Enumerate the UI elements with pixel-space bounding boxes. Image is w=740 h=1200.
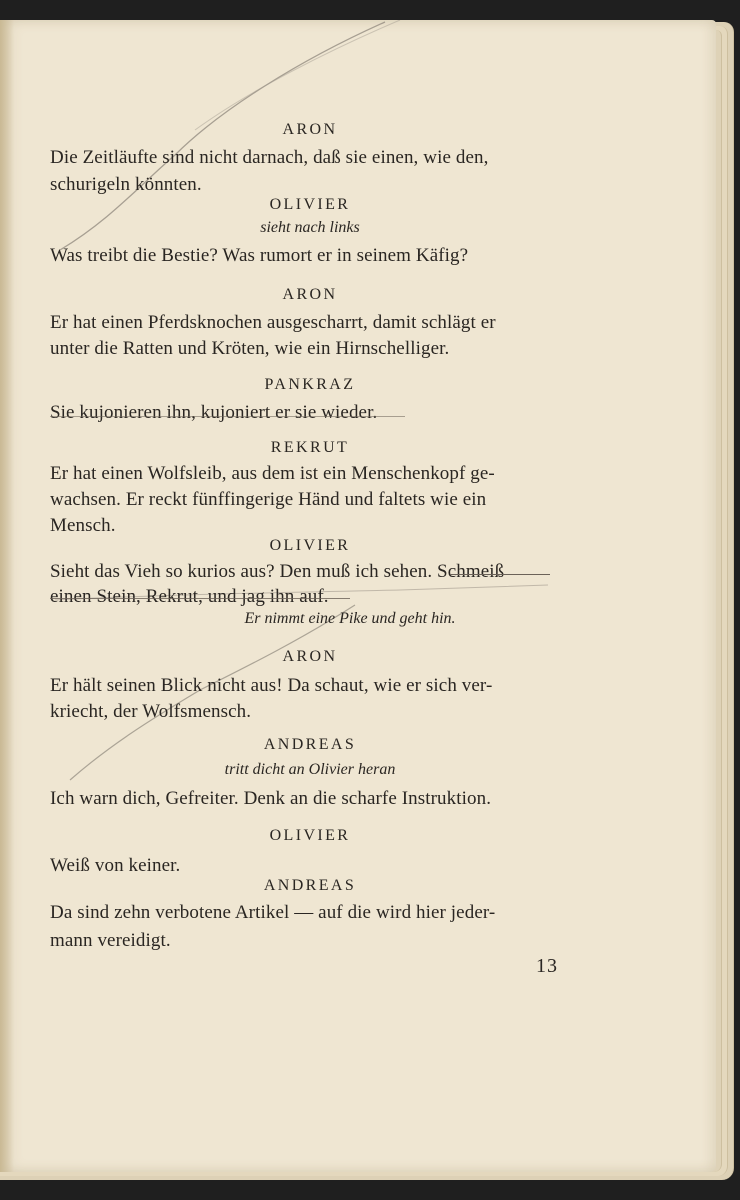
dialogue-line: Er hat einen Pferdsknochen ausgescharrt, damit schlägt er xyxy=(50,312,496,333)
speaker-name: REKRUT xyxy=(270,439,350,456)
dialogue-line: Was treibt die Bestie? Was rumort er in seinem Käfig? xyxy=(50,245,469,266)
dialogue-line: Da sind zehn verbotene Artikel — auf die wird hier jeder- xyxy=(50,902,496,923)
book-page xyxy=(0,20,716,1172)
play-text xyxy=(50,20,570,1172)
dialogue-line: Sieht das Vieh so kurios aus? Den muß ich sehen. Schmeiß xyxy=(50,561,505,582)
speaker-name: OLIVIER xyxy=(269,827,351,844)
strikethrough-mark xyxy=(50,598,350,599)
speaker-name: ARON xyxy=(282,121,338,138)
dialogue-line: Mensch. xyxy=(50,515,116,536)
dialogue-line: schurigeln könnten. xyxy=(50,174,202,195)
speaker-name: ARON xyxy=(282,648,338,665)
dialogue-line: Sie kujonieren ihn, kujoniert er sie wieder. xyxy=(50,402,378,423)
dialogue-line: einen Stein, Rekrut, und jag ihn auf. xyxy=(50,586,329,607)
dialogue-line: Er hat einen Wolfsleib, aus dem ist ein Menschenkopf ge- xyxy=(50,463,495,484)
dialogue-line: Die Zeitläufte sind nicht darnach, daß sie einen, wie den, xyxy=(50,147,489,168)
page-number: 13 xyxy=(536,955,558,977)
speaker-name: OLIVIER xyxy=(269,196,351,213)
dialogue-line: Er hält seinen Blick nicht aus! Da schaut, wie er sich ver- xyxy=(50,675,493,696)
dialogue-line: kriecht, der Wolfsmensch. xyxy=(50,701,252,722)
stage-direction: Er nimmt eine Pike und geht hin. xyxy=(244,610,456,627)
dialogue-line: unter die Ratten und Kröten, wie ein Hirnschelliger. xyxy=(50,338,450,359)
dialogue-line: wachsen. Er reckt fünffingerige Händ und faltets wie ein xyxy=(50,489,487,510)
strikethrough-mark xyxy=(450,574,550,575)
stage-direction: tritt dicht an Olivier heran xyxy=(224,761,396,778)
stage-direction: sieht nach links xyxy=(260,219,360,236)
dialogue-line: Ich warn dich, Gefreiter. Denk an die scharfe Instruktion. xyxy=(50,788,492,809)
dialogue-line: mann vereidigt. xyxy=(50,930,171,951)
speaker-name: ANDREAS xyxy=(263,736,357,753)
speaker-name: ARON xyxy=(282,286,338,303)
underline-mark xyxy=(50,416,405,417)
speaker-name: ANDREAS xyxy=(263,877,357,894)
dialogue-line: Weiß von keiner. xyxy=(50,855,181,876)
speaker-name: PANKRAZ xyxy=(264,376,356,393)
speaker-name: OLIVIER xyxy=(269,537,351,554)
